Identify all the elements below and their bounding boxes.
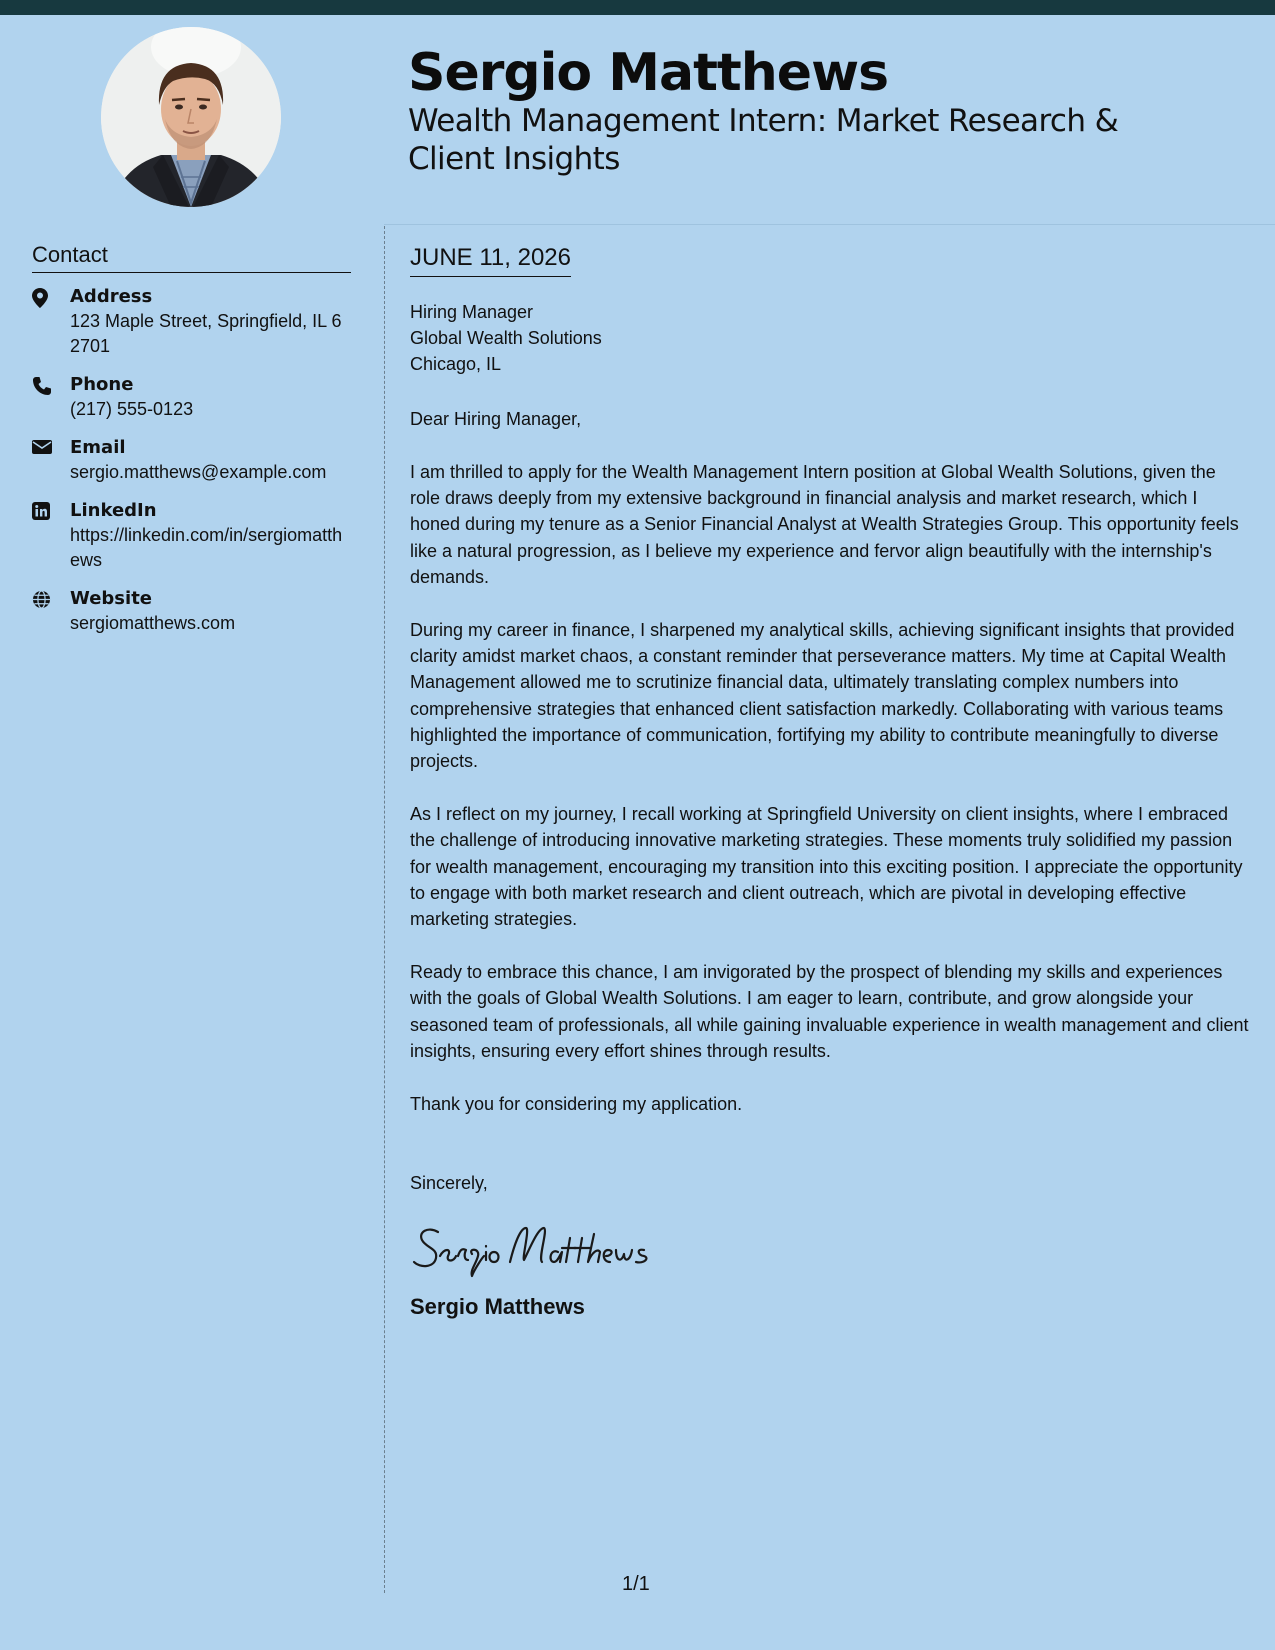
- contact-website: [32, 587, 351, 636]
- contact-phone: [32, 373, 351, 422]
- letter-body: [410, 242, 1250, 1322]
- recipient-block: [410, 299, 1250, 377]
- linkedin-link[interactable]: https://linkedin.com/in/sergiomatthews: [70, 525, 343, 570]
- email-label: Email: [70, 437, 126, 458]
- letter-date: JUNE 11, 2026: [410, 242, 571, 277]
- contact-sidebar: [32, 240, 351, 650]
- job-title: Wealth Management Intern: Market Research & Client Insights: [408, 103, 1119, 177]
- paragraph: During my career in finance, I sharpened my analytical skills, achieving significant insights that provided clarity amidst market chaos, a constant reminder that perseverance matters. My time at Capital Wealth Management allowed me to scrutinize financial data, ultimately translating complex numbers into comprehensive strategies that enhanced client satisfaction markedly. Collaborating with various teams highlighted the importance of communication, fortifying my ability to contribute meaningfully to diverse projects.: [410, 620, 1235, 772]
- paragraph: Ready to embrace this chance, I am invigorated by the prospect of blending my skills and experiences with the goals of Global Wealth Solutions. I am eager to learn, contribute, and grow alongside your seasoned team of professionals, all while gaining invaluable experience in wealth management and client insights, ensuring every effort shines through results.: [410, 962, 1249, 1061]
- website-link[interactable]: sergiomatthews.com: [70, 613, 236, 633]
- page-number: 1/1: [622, 1573, 650, 1595]
- recipient-title: Hiring Manager: [410, 302, 534, 322]
- contact-address: [32, 285, 351, 359]
- phone-value[interactable]: (217) 555-0123: [70, 399, 194, 419]
- recipient-location: Chicago, IL: [410, 354, 502, 374]
- contact-linkedin: [32, 499, 351, 573]
- profile-photo: [101, 27, 281, 207]
- envelope-icon: [32, 436, 70, 485]
- candidate-name: Sergio Matthews: [408, 43, 889, 103]
- phone-icon: [32, 373, 70, 422]
- signed-name: Sergio Matthews: [410, 1294, 585, 1320]
- top-accent-bar: [0, 0, 1275, 15]
- thanks-line: Thank you for considering my application.: [410, 1094, 743, 1115]
- closing: Sincerely,: [410, 1173, 488, 1194]
- linkedin-icon: [32, 499, 70, 573]
- address-value: 123 Maple Street, Springfield, IL 62701: [70, 311, 342, 356]
- paragraph: I am thrilled to apply for the Wealth Management Intern position at Global Wealth Solutions, given the role draws deeply from my extensive background in financial analysis and market research, which I honed during my tenure as a Senior Financial Analyst at Wealth Strategies Group. This opportunity feels like a natural progression, as I believe my experience and fervor align beautifully with the internship's demands.: [410, 462, 1239, 587]
- phone-label: Phone: [70, 374, 134, 395]
- column-divider: [384, 226, 385, 1593]
- linkedin-label: LinkedIn: [70, 500, 157, 521]
- email-link[interactable]: sergio.matthews@example.com: [70, 462, 327, 482]
- globe-icon: [32, 587, 70, 636]
- contact-email: [32, 436, 351, 485]
- handwritten-signature: [410, 1218, 1250, 1282]
- salutation: Dear Hiring Manager,: [410, 409, 582, 429]
- map-pin-icon: [32, 285, 70, 359]
- address-label: Address: [70, 286, 153, 307]
- website-label: Website: [70, 588, 153, 609]
- header-divider: [384, 224, 1275, 225]
- contact-heading: Contact: [32, 240, 351, 273]
- paragraph: As I reflect on my journey, I recall working at Springfield University on client insights, where I embraced the challenge of introducing innovative marketing strategies. These moments truly solidified my passion for wealth management, encouraging my transition into this exciting position. I appreciate the opportunity to engage with both market research and client outreach, which are pivotal in developing effective marketing strategies.: [410, 804, 1243, 930]
- recipient-company: Global Wealth Solutions: [410, 328, 602, 348]
